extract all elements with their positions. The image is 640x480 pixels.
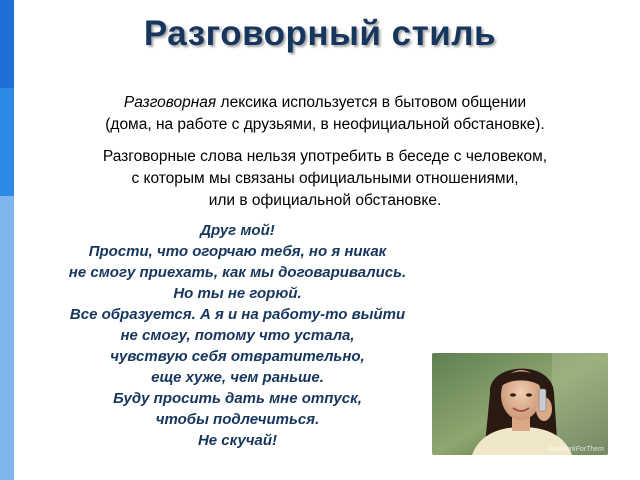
accent-bar-middle: [0, 88, 14, 196]
woman-on-phone-photo: [432, 353, 608, 455]
rule-paragraph: [30, 146, 620, 212]
slide-title: Разговорный стиль: [143, 14, 497, 53]
dialog-line: Друг мой!: [200, 222, 275, 239]
dialog-line: не смогу приехать, как мы договаривались.: [68, 264, 407, 281]
dialog-line: чувствую себя отвратительно,: [110, 348, 365, 365]
photo-watermark: YouWorkForThem: [547, 446, 604, 453]
dialog-line: Но ты не горюй.: [173, 285, 302, 302]
dialog-line: еще хуже, чем раньше.: [151, 369, 324, 386]
dialog-line: Буду просить дать мне отпуск,: [113, 390, 362, 407]
dialog-line: Не скучай!: [197, 432, 278, 449]
accent-bar-bottom: [0, 196, 14, 480]
intro-paragraph: [30, 92, 620, 136]
rule-line: или в официальной обстановке.: [208, 192, 442, 209]
intro-line-1-rest: лексика используется в бытовом общении: [216, 94, 527, 111]
dialog-line: Все образуется. А я и на работу-то выйти: [69, 306, 406, 323]
rule-line: с которым мы связаны официальными отношениями,: [131, 170, 519, 187]
dialog-line: чтобы подлечиться.: [155, 411, 320, 428]
intro-line-1: [30, 92, 620, 114]
intro-line-2: (дома, на работе с друзьями, в неофициальной обстановке).: [105, 116, 545, 133]
intro-italic-term: Разговорная: [123, 94, 217, 111]
dialog-line: не смогу, потому что устала,: [120, 327, 355, 344]
example-dialog: [20, 220, 455, 451]
dialog-line: Прости, что огорчаю тебя, но я никак: [88, 243, 387, 260]
rule-line: Разговорные слова нельзя употребить в беседе с человеком,: [102, 148, 548, 165]
photo-illustration: [432, 353, 608, 455]
